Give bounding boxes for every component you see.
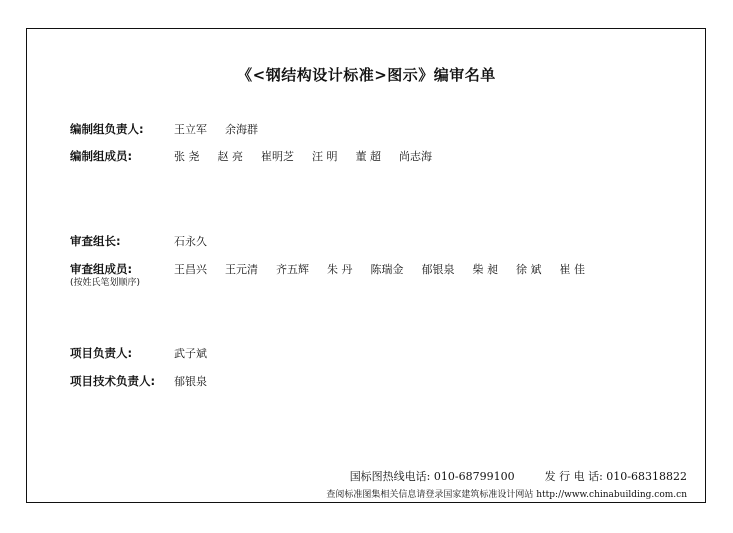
person-name: 董 超 (355, 150, 381, 163)
person-name: 汪 明 (312, 150, 338, 163)
person-name: 王立军 (174, 123, 207, 136)
project-tech-lead-label: 项目技术负责人: (70, 374, 156, 388)
person-name: 武子斌 (174, 347, 207, 360)
person-name: 郁银泉 (174, 375, 207, 388)
review-members-note: (按姓氏笔划顺序) (70, 278, 141, 288)
person-name: 石永久 (174, 235, 207, 248)
footer-phones (350, 468, 687, 484)
person-name: 崔明芝 (261, 150, 294, 163)
person-name: 陈瑞金 (370, 263, 404, 276)
person-name: 齐五辉 (276, 263, 309, 276)
project-lead-names (174, 345, 225, 361)
compile-lead-label: 编制组负责人: (70, 122, 144, 136)
compile-members-label: 编制组成员: (70, 149, 133, 163)
page-title: 《<钢结构设计标准>图示》编审名单 (237, 66, 496, 84)
sales-phone-text: 发 行 电 话: 010-68318822 (544, 470, 687, 483)
review-members-label: 审查组成员: (70, 262, 133, 276)
hotline-text: 国标图热线电话: 010-68799100 (349, 470, 515, 483)
person-name: 朱 丹 (327, 263, 353, 276)
review-lead-label: 审查组长: (70, 234, 121, 248)
person-name: 张 尧 (174, 150, 200, 163)
person-name: 崔 佳 (559, 263, 585, 276)
person-name: 王昌兴 (174, 263, 207, 276)
person-name: 徐 斌 (516, 263, 542, 276)
person-name: 赵 亮 (217, 150, 243, 163)
project-lead-label: 项目负责人: (70, 346, 133, 360)
person-name: 王元清 (225, 263, 258, 276)
footer-website: 查阅标准图集相关信息请登录国家建筑标准设计网站 http://www.chinabuilding.com.cn (326, 490, 687, 500)
project-tech-lead-names (174, 373, 225, 389)
person-name: 余海群 (225, 123, 258, 136)
compile-lead-names (174, 121, 276, 137)
compile-members-names (174, 148, 450, 164)
person-name: 郁银泉 (421, 263, 455, 276)
person-name: 柴 昶 (472, 263, 498, 276)
review-members-names (174, 261, 603, 277)
person-name: 尚志海 (399, 150, 432, 163)
review-lead-names (174, 233, 225, 249)
